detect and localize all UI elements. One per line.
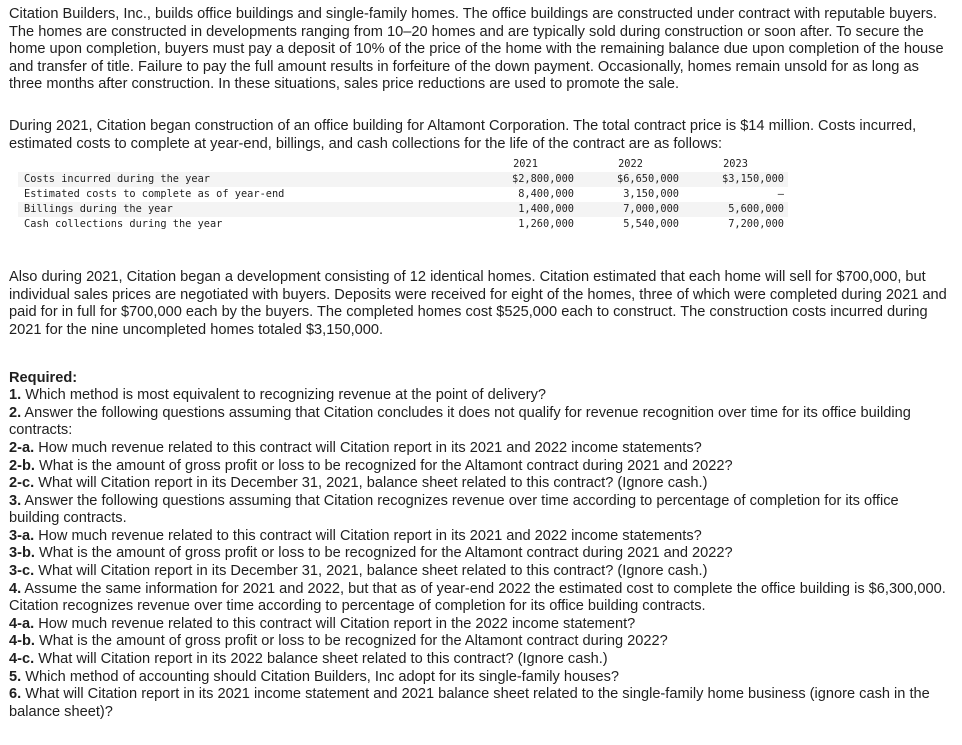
question-text: What is the amount of gross profit or loss to be recognized for the Altamont contract during 2021 and 2022? — [39, 545, 733, 562]
question-item — [9, 475, 952, 493]
question-text: How much revenue related to this contract will Citation report in its 2021 and 2022 income statements? — [38, 439, 702, 456]
required-title: Required: — [9, 369, 78, 386]
required-section — [9, 370, 952, 722]
question-item — [9, 528, 952, 546]
question-text: Answer the following questions assuming that Citation recognizes revenue over time according to percentage of completion for its office building contracts. — [9, 492, 899, 527]
table-cell: – — [683, 187, 788, 202]
table-cell: $3,150,000 — [683, 172, 788, 187]
question-text: What will Citation report in its 2022 balance sheet related to this contract? (Ignore cash.) — [38, 651, 608, 668]
table-row-label: Estimated costs to complete as of year-end — [18, 187, 473, 202]
table-header-year: 2023 — [683, 157, 788, 172]
question-text: How much revenue related to this contract will Citation report in the 2022 income statement? — [38, 615, 636, 632]
question-text: Which method of accounting should Citation Builders, Inc adopt for its single-family houses? — [25, 668, 620, 685]
question-number: 3-a. — [9, 527, 35, 544]
contract-paragraph: During 2021, Citation began construction of an office building for Altamont Corporation. The total contract price is $14 million. Costs incurred, estimated costs to complete at year-end, billings, and cash collections for the life of the contract are as follows: — [9, 117, 917, 152]
question-number: 2-c. — [9, 475, 35, 492]
table-cell: $6,650,000 — [578, 172, 683, 187]
question-number: 4-b. — [9, 633, 35, 650]
table-row-label: Cash collections during the year — [18, 217, 473, 232]
question-text: Answer the following questions assuming that Citation concludes it does not qualify for revenue recognition over time for its office building contracts: — [9, 404, 911, 439]
question-item — [9, 581, 952, 616]
question-item — [9, 440, 952, 458]
table-row — [18, 172, 788, 187]
table-cell: 7,000,000 — [578, 202, 683, 217]
table-cell: 7,200,000 — [683, 217, 788, 232]
question-text: Which method is most equivalent to recognizing revenue at the point of delivery? — [25, 387, 547, 404]
table-header-year: 2022 — [578, 157, 683, 172]
homes-paragraph: Also during 2021, Citation began a development consisting of 12 identical homes. Citation estimated that each home will sell for $700,000, but individual sales prices are negotiated with buyers. Deposits were received for eight of the homes, three of which were completed during 2021 and paid for in full for $700,000 each by the buyers. The completed homes cost $525,000 each to construct. The construction costs incurred during 2021 for the nine uncompleted homes totaled $3,150,000. — [9, 269, 947, 338]
question-text: What is the amount of gross profit or loss to be recognized for the Altamont contract during 2021 and 2022? — [39, 457, 733, 474]
table-cell: 5,600,000 — [683, 202, 788, 217]
question-item — [9, 405, 952, 440]
question-number: 3-c. — [9, 563, 35, 580]
question-item — [9, 458, 952, 476]
table-cell: 8,400,000 — [473, 187, 578, 202]
question-item — [9, 493, 952, 528]
question-number: 2. — [9, 404, 22, 421]
question-number: 4-a. — [9, 615, 35, 632]
question-text: What will Citation report in its December 31, 2021, balance sheet related to this contract? (Ignore cash.) — [38, 563, 708, 580]
question-number: 2-a. — [9, 439, 35, 456]
table-row-label: Costs incurred during the year — [18, 172, 473, 187]
question-text: What will Citation report in its 2021 income statement and 2021 balance sheet related to the single-family home business (ignore cash in the balance sheet)? — [9, 686, 930, 720]
table-row — [18, 217, 788, 232]
table-cell: 5,540,000 — [578, 217, 683, 232]
table-cell: $2,800,000 — [473, 172, 578, 187]
table-row — [18, 202, 788, 217]
question-item — [9, 669, 952, 687]
question-number: 6. — [9, 686, 22, 703]
question-number: 2-b. — [9, 457, 35, 474]
question-text: What will Citation report in its December 31, 2021, balance sheet related to this contract? (Ignore cash.) — [38, 475, 708, 492]
question-item — [9, 563, 952, 581]
question-number: 3. — [9, 492, 22, 509]
question-number: 4-c. — [9, 651, 35, 668]
table-cell: 3,150,000 — [578, 187, 683, 202]
question-item — [9, 387, 952, 405]
table-header-year: 2021 — [473, 157, 578, 172]
question-number: 3-b. — [9, 545, 35, 562]
question-text: What is the amount of gross profit or loss to be recognized for the Altamont contract during 2022? — [39, 633, 668, 650]
table-row-label: Billings during the year — [18, 202, 473, 217]
question-text: Assume the same information for 2021 and 2022, but that as of year-end 2022 the estimated cost to complete the office building is $6,300,000. Citation recognizes revenue over time according to percentage of completion for its office building contracts. — [9, 580, 946, 615]
question-item — [9, 616, 952, 634]
table-header-label — [18, 157, 473, 172]
question-item — [9, 651, 952, 669]
table-row — [18, 187, 788, 202]
contract-data-table — [18, 157, 788, 232]
question-item — [9, 633, 952, 651]
table-cell: 1,260,000 — [473, 217, 578, 232]
question-number: 5. — [9, 668, 22, 685]
question-item — [9, 545, 952, 563]
intro-paragraph: Citation Builders, Inc., builds office buildings and single-family homes. The office buildings are constructed under contract with reputable buyers. The homes are constructed in developments ranging from 10–20 homes and are typically sold during construction or soon after. To secure the home upon completion, buyers must pay a deposit of 10% of the price of the home with the remaining balance due upon completion of the house and transfer of title. Failure to pay the full amount results in forfeiture of the down payment. Occasionally, homes remain unsold for as long as three months after construction. In these situations, sales price reductions are used to promote the sale. — [9, 6, 944, 93]
questions-list — [9, 387, 952, 721]
table-header-row — [18, 157, 788, 172]
question-text: How much revenue related to this contract will Citation report in its 2021 and 2022 income statements? — [38, 527, 702, 544]
question-number: 1. — [9, 387, 22, 404]
question-item — [9, 686, 952, 721]
table-cell: 1,400,000 — [473, 202, 578, 217]
question-number: 4. — [9, 580, 22, 597]
